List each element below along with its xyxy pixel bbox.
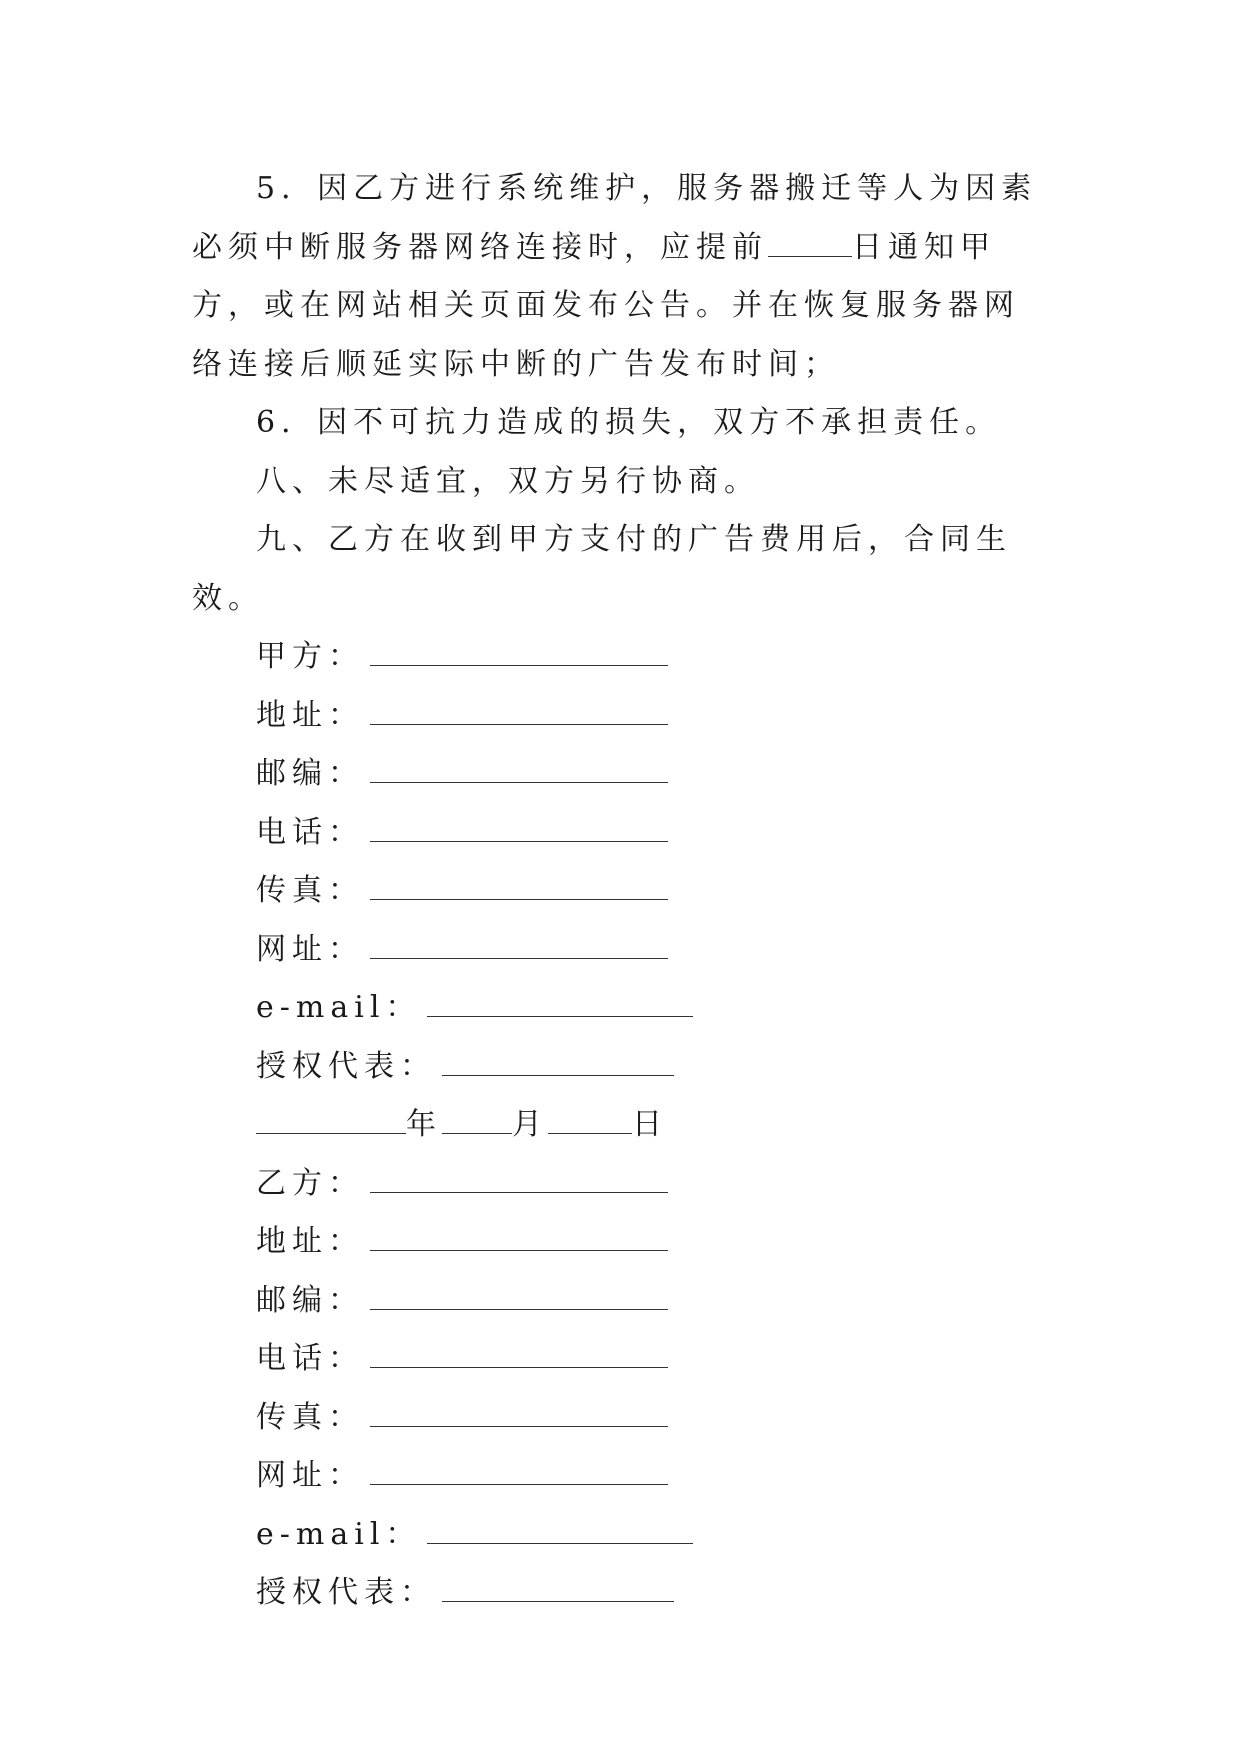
party-a-phone-label: 电话： [256,814,364,850]
party-b-postcode-row [192,1272,1052,1331]
party-a-postcode-blank[interactable] [370,781,668,783]
day-label: 日 [632,1107,668,1142]
clause-8: 八、未尽适宜，双方另行协商。 [256,463,760,499]
party-a-email-row [192,979,1052,1038]
party-b-phone-blank[interactable] [370,1366,668,1368]
party-b-rep-row [192,1564,1052,1623]
party-b-rep-label: 授权代表： [256,1575,436,1610]
clause-5-text-end: 日通知甲方，或在网站相关页面发布公告。并在恢复服务器网络连接后顺延实际中断的广告发布时间； [192,229,1020,382]
notice-days-blank[interactable] [768,255,852,257]
month-blank[interactable] [442,1132,512,1134]
party-a-name-label: 甲方： [256,639,364,674]
party-a-rep-label: 授权代表： [256,1048,436,1084]
party-b-email-row [192,1506,1052,1565]
party-a-fax-blank[interactable] [370,898,668,900]
party-b-website-row [192,1447,1052,1506]
party-a-email-label: e-mail： [256,990,422,1025]
party-a-website-blank[interactable] [370,957,668,959]
party-a-name-blank[interactable] [370,664,668,666]
party-b-rep-blank[interactable] [442,1600,674,1602]
party-a-postcode-label: 邮编： [256,756,364,791]
party-b-email-label: e-mail： [256,1516,422,1552]
party-b-name-row [192,1155,1052,1214]
party-b-phone-label: 电话： [256,1341,364,1376]
party-a-postcode-row [192,745,1052,804]
party-a-address-row [192,687,1052,746]
clause-9: 九、乙方在收到甲方支付的广告费用后，合同生效。 [192,522,1012,616]
year-blank[interactable] [256,1132,406,1134]
contract-body [192,160,1052,1623]
clause-5 [192,160,1052,394]
party-b-address-blank[interactable] [370,1249,668,1251]
party-b-address-row [192,1213,1052,1272]
party-a-name-row [192,628,1052,687]
party-a-phone-blank[interactable] [370,840,668,842]
party-b-fax-row [192,1389,1052,1448]
party-b-name-label: 乙方： [256,1165,364,1201]
party-a-email-blank[interactable] [427,1015,693,1017]
party-a-rep-row [192,1038,1052,1097]
clause-5-text-start: 5．因乙方进行系统维护，服务器搬迁等人为因素必须中断服务器网络连接时，应提前 [192,171,1038,265]
party-a-phone-row [192,804,1052,863]
party-b-phone-row [192,1330,1052,1389]
month-label: 月 [512,1107,548,1142]
party-b-email-blank[interactable] [427,1542,693,1544]
party-a-website-label: 网址： [256,931,364,967]
party-b-name-blank[interactable] [370,1191,668,1193]
party-b-postcode-label: 邮编： [256,1282,364,1318]
clause-6: 6．因不可抗力造成的损失，双方不承担责任。 [256,405,1002,440]
party-b-fax-blank[interactable] [370,1425,668,1427]
party-a-fax-row [192,862,1052,921]
party-a-website-row [192,921,1052,980]
party-b-address-label: 地址： [256,1224,364,1259]
party-a-address-blank[interactable] [370,723,668,725]
year-label: 年 [406,1107,442,1142]
party-b-website-blank[interactable] [370,1483,668,1485]
party-b-website-label: 网址： [256,1458,364,1493]
party-a-fax-label: 传真： [256,873,364,908]
day-blank[interactable] [548,1132,632,1134]
party-b-postcode-blank[interactable] [370,1308,668,1310]
party-a-address-label: 地址： [256,697,364,733]
party-a-rep-blank[interactable] [442,1074,674,1076]
party-b-fax-label: 传真： [256,1399,364,1435]
date-row [192,1096,1052,1155]
